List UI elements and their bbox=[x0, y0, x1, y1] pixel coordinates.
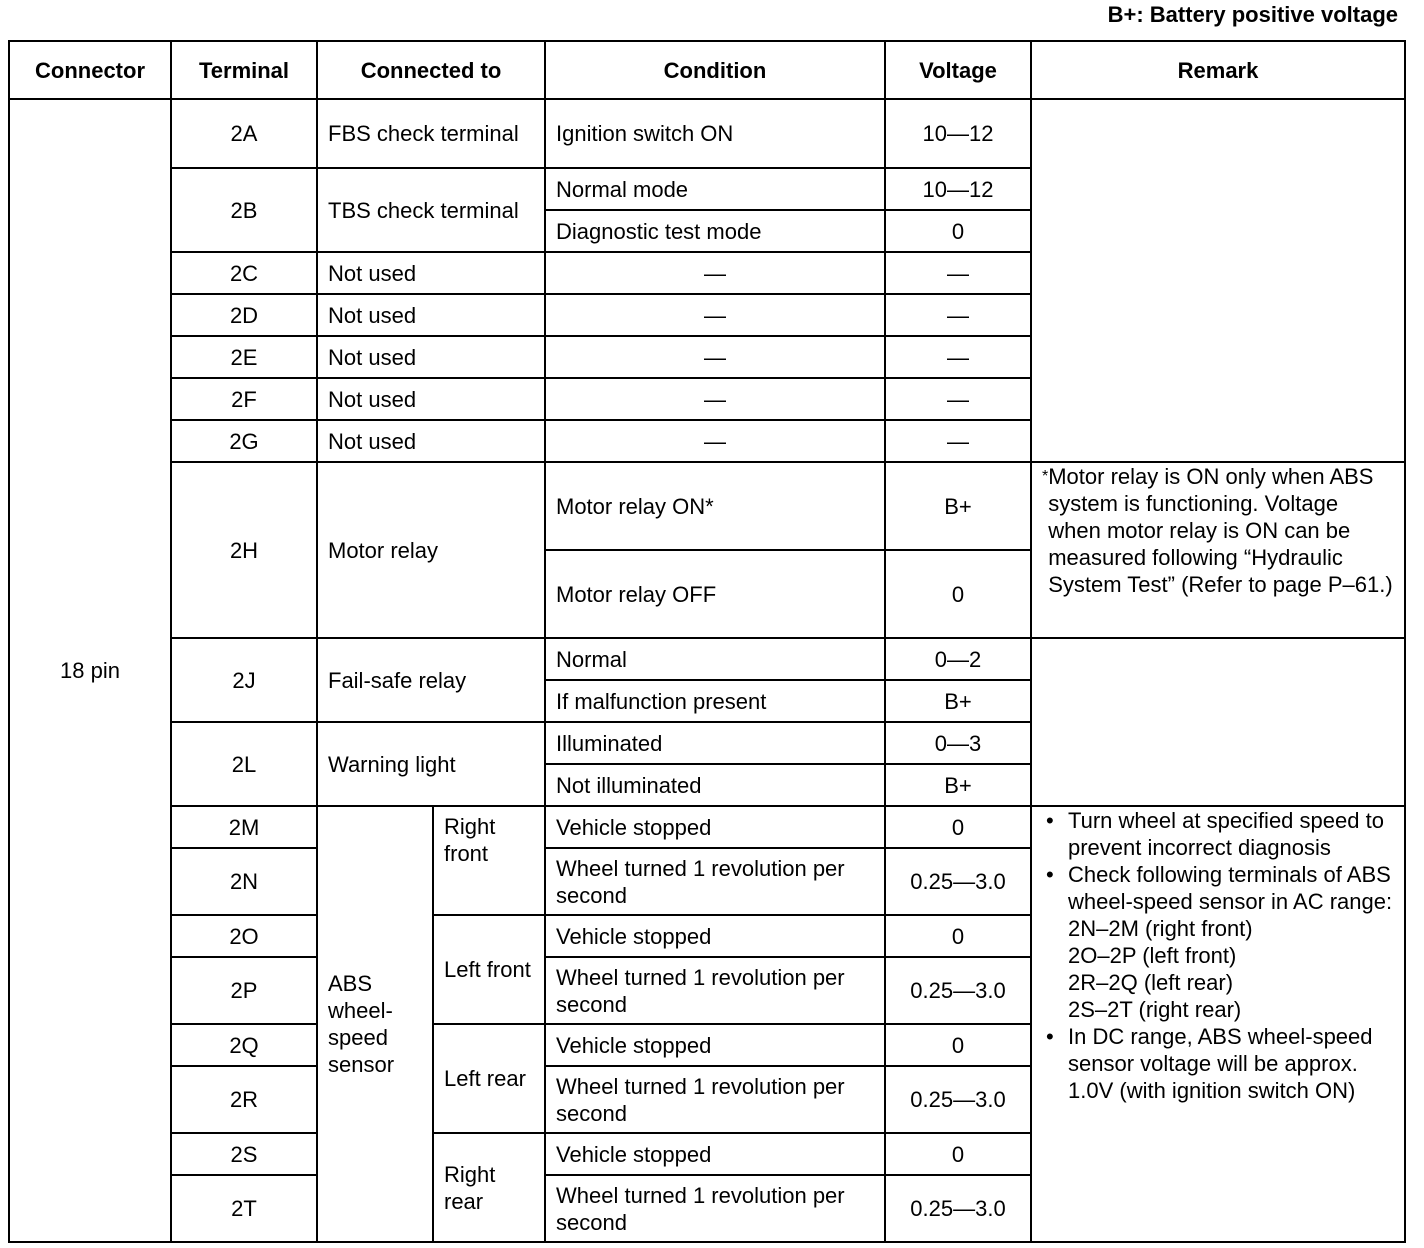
terminal-cell: 2O bbox=[171, 915, 317, 957]
terminal-cell: 2A bbox=[171, 99, 317, 168]
connected-cell: Fail-safe relay bbox=[317, 638, 545, 722]
terminal-cell: 2E bbox=[171, 336, 317, 378]
footnote-b-plus: B+: Battery positive voltage bbox=[1107, 2, 1398, 27]
remark-cell-empty bbox=[1031, 99, 1405, 462]
connected-cell: Warning light bbox=[317, 722, 545, 806]
terminal-cell: 2T bbox=[171, 1175, 317, 1242]
terminal-pair: 2R–2Q (left rear) bbox=[1068, 970, 1234, 995]
condition-cell: Wheel turned 1 revolution per second bbox=[545, 848, 885, 915]
voltage-cell: 0.25—3.0 bbox=[885, 957, 1031, 1024]
condition-cell: Motor relay ON* bbox=[545, 462, 885, 550]
condition-cell: Not illuminated bbox=[545, 764, 885, 806]
voltage-cell: 0 bbox=[885, 806, 1031, 848]
condition-cell: — bbox=[545, 420, 885, 462]
voltage-cell: 0 bbox=[885, 1024, 1031, 1066]
connected-cell: Not used bbox=[317, 252, 545, 294]
header-voltage: Voltage bbox=[885, 41, 1031, 99]
terminal-cell: 2H bbox=[171, 462, 317, 638]
connected-cell: Not used bbox=[317, 336, 545, 378]
condition-cell: Diagnostic test mode bbox=[545, 210, 885, 252]
condition-cell: — bbox=[545, 294, 885, 336]
terminal-voltage-table bbox=[8, 40, 1406, 1243]
voltage-cell: B+ bbox=[885, 764, 1031, 806]
voltage-cell: — bbox=[885, 336, 1031, 378]
condition-cell: Vehicle stopped bbox=[545, 806, 885, 848]
condition-cell: Illuminated bbox=[545, 722, 885, 764]
connected-cell: FBS check terminal bbox=[317, 99, 545, 168]
remark-bullet bbox=[1068, 861, 1394, 1023]
remark-bullet-text: Check following terminals of ABS wheel-speed sensor in AC range: bbox=[1068, 862, 1393, 914]
voltage-cell: 0 bbox=[885, 550, 1031, 638]
table-row bbox=[9, 462, 1405, 550]
connected-cell: Not used bbox=[317, 294, 545, 336]
terminal-pair: 2N–2M (right front) bbox=[1068, 916, 1253, 941]
connected-cell: Motor relay bbox=[317, 462, 545, 638]
voltage-cell: B+ bbox=[885, 462, 1031, 550]
voltage-cell: 0 bbox=[885, 915, 1031, 957]
header-connector: Connector bbox=[9, 41, 171, 99]
terminal-pair: 2S–2T (right rear) bbox=[1068, 997, 1242, 1022]
position-cell: Left rear bbox=[433, 1024, 545, 1133]
connected-cell: TBS check terminal bbox=[317, 168, 545, 252]
remark-cell-motor-relay bbox=[1031, 462, 1405, 638]
voltage-cell: B+ bbox=[885, 680, 1031, 722]
voltage-cell: — bbox=[885, 252, 1031, 294]
terminal-cell: 2D bbox=[171, 294, 317, 336]
condition-cell: Motor relay OFF bbox=[545, 550, 885, 638]
abs-sensor-cell: ABS wheel-speed sensor bbox=[317, 806, 433, 1242]
table-row bbox=[9, 99, 1405, 168]
condition-cell: — bbox=[545, 378, 885, 420]
voltage-cell: 0 bbox=[885, 1133, 1031, 1175]
condition-cell: Wheel turned 1 revolution per second bbox=[545, 957, 885, 1024]
terminal-cell: 2Q bbox=[171, 1024, 317, 1066]
asterisk-mark: * bbox=[1042, 468, 1049, 485]
voltage-cell: — bbox=[885, 294, 1031, 336]
condition-cell: Normal bbox=[545, 638, 885, 680]
header-condition: Condition bbox=[545, 41, 885, 99]
condition-cell: Vehicle stopped bbox=[545, 915, 885, 957]
terminal-cell: 2F bbox=[171, 378, 317, 420]
voltage-cell: 0.25—3.0 bbox=[885, 1066, 1031, 1133]
terminal-cell: 2R bbox=[171, 1066, 317, 1133]
remark-bullet: • Turn wheel at specified speed to prevent incorrect diagnosis bbox=[1068, 807, 1394, 861]
condition-cell: Vehicle stopped bbox=[545, 1133, 885, 1175]
remark-text: Motor relay is ON only when ABS system is functioning. Voltage when motor relay is ON can be measured following “Hydraulic System Test” (Refer to page P–61.) bbox=[1048, 464, 1393, 597]
voltage-cell: 0.25—3.0 bbox=[885, 1175, 1031, 1242]
voltage-cell: — bbox=[885, 378, 1031, 420]
voltage-cell: 0—2 bbox=[885, 638, 1031, 680]
terminal-cell: 2N bbox=[171, 848, 317, 915]
terminal-cell: 2J bbox=[171, 638, 317, 722]
terminal-cell: 2B bbox=[171, 168, 317, 252]
header-row bbox=[9, 41, 1405, 99]
position-cell: Right front bbox=[433, 806, 545, 915]
table-row bbox=[9, 638, 1405, 680]
condition-cell: If malfunction present bbox=[545, 680, 885, 722]
connected-cell: Not used bbox=[317, 420, 545, 462]
connector-cell: 18 pin bbox=[9, 99, 171, 1242]
voltage-cell: 0 bbox=[885, 210, 1031, 252]
condition-cell: Wheel turned 1 revolution per second bbox=[545, 1066, 885, 1133]
terminal-cell: 2C bbox=[171, 252, 317, 294]
header-terminal: Terminal bbox=[171, 41, 317, 99]
position-cell: Right rear bbox=[433, 1133, 545, 1242]
remark-cell-empty bbox=[1031, 638, 1405, 806]
voltage-cell: 10—12 bbox=[885, 99, 1031, 168]
remark-list bbox=[1042, 807, 1394, 1104]
connected-cell: Not used bbox=[317, 378, 545, 420]
terminal-cell: 2P bbox=[171, 957, 317, 1024]
condition-cell: — bbox=[545, 252, 885, 294]
condition-cell: Normal mode bbox=[545, 168, 885, 210]
remark-bullet: • In DC range, ABS wheel-speed sensor voltage will be approx. 1.0V (with ignition switch ON) bbox=[1068, 1023, 1394, 1104]
condition-cell: Vehicle stopped bbox=[545, 1024, 885, 1066]
voltage-cell: — bbox=[885, 420, 1031, 462]
table-row bbox=[9, 806, 1405, 848]
header-remark: Remark bbox=[1031, 41, 1405, 99]
terminal-cell: 2G bbox=[171, 420, 317, 462]
terminal-cell: 2S bbox=[171, 1133, 317, 1175]
voltage-cell: 0.25—3.0 bbox=[885, 848, 1031, 915]
terminal-cell: 2M bbox=[171, 806, 317, 848]
condition-cell: — bbox=[545, 336, 885, 378]
condition-cell: Wheel turned 1 revolution per second bbox=[545, 1175, 885, 1242]
terminal-pair: 2O–2P (left front) bbox=[1068, 943, 1237, 968]
terminal-cell: 2L bbox=[171, 722, 317, 806]
remark-cell-abs bbox=[1031, 806, 1405, 1242]
condition-cell: Ignition switch ON bbox=[545, 99, 885, 168]
voltage-cell: 0—3 bbox=[885, 722, 1031, 764]
header-connected-to: Connected to bbox=[317, 41, 545, 99]
position-cell: Left front bbox=[433, 915, 545, 1024]
voltage-cell: 10—12 bbox=[885, 168, 1031, 210]
